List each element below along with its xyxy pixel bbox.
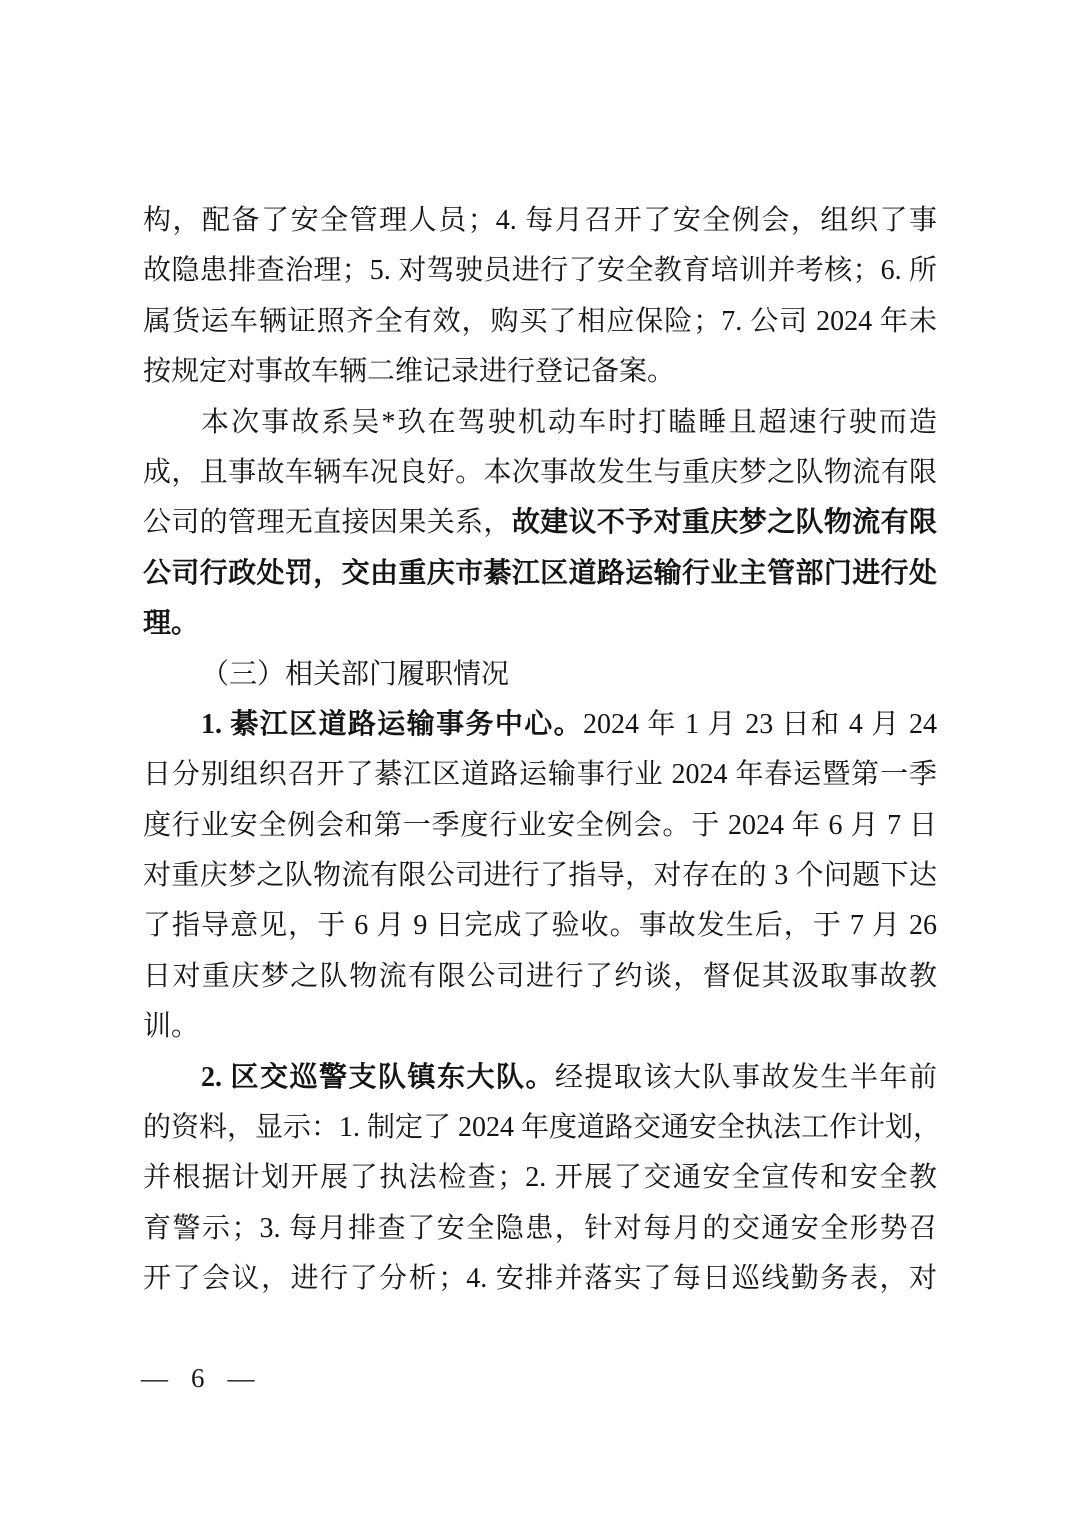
text-segment: 故隐患排查治理；5. 对驾驶员进行了安全教育培训并考核；6. 所 <box>143 255 937 287</box>
text-line <box>143 1254 937 1304</box>
bold-text-segment: 故建议不予对重庆梦之队物流有限 <box>511 507 937 539</box>
text-segment: 育警示；3. 每月排查了安全隐患，针对每月的交通安全形势召 <box>143 1212 937 1244</box>
text-segment: 属货运车辆证照齐全有效，购买了相应保险；7. 公司 2024 年未 <box>143 305 937 337</box>
text-line <box>143 1153 937 1203</box>
text-line <box>143 952 937 1002</box>
text-segment: 训。 <box>143 1011 200 1043</box>
text-segment: 对重庆梦之队物流有限公司进行了指导，对存在的 3 个问题下达 <box>143 860 937 892</box>
text-segment: 构，配备了安全管理人员；4. 每月召开了安全例会，组织了事 <box>143 205 937 236</box>
page-number: 6 <box>191 1363 205 1393</box>
text-line <box>143 650 937 700</box>
text-segment: 日对重庆梦之队物流有限公司进行了约谈，督促其汲取事故教 <box>143 960 937 992</box>
footer-dash-left: — <box>141 1363 168 1393</box>
text-line <box>143 246 937 296</box>
bold-text-segment: 2. 区交巡警支队镇东大队。 <box>201 1061 555 1093</box>
text-segment: 本次事故系吴*玖在驾驶机动车时打瞌睡且超速行驶而造 <box>201 406 937 438</box>
text-segment: 经提取该大队事故发生半年前 <box>555 1061 937 1093</box>
text-segment: 的资料，显示：1. 制定了 2024 年度道路交通安全执法工作计划， <box>143 1112 942 1144</box>
text-line <box>143 1103 942 1153</box>
bold-text-segment: 理。 <box>143 608 200 640</box>
text-line <box>143 498 937 548</box>
text-line <box>143 599 937 649</box>
text-segment: 公司的管理无直接因果关系， <box>143 507 512 539</box>
text-segment: 了指导意见，于 6 月 9 日完成了验收。事故发生后，于 7 月 26 <box>143 910 937 942</box>
bold-text-segment: 公司行政处罚，交由重庆市綦江区道路运输行业主管部门进行处 <box>143 557 937 589</box>
text-line <box>143 398 937 448</box>
text-line <box>143 851 937 901</box>
text-line <box>143 700 937 750</box>
page-footer <box>141 1363 255 1394</box>
text-segment: （三）相关部门履职情况 <box>201 658 510 690</box>
text-line <box>143 1204 937 1254</box>
text-segment: 日分别组织召开了綦江区道路运输事行业 2024 年春运暨第一季 <box>143 759 937 791</box>
text-segment: 开了会议，进行了分析；4. 安排并落实了每日巡线勤务表，对 <box>143 1263 937 1295</box>
text-line <box>143 1002 937 1052</box>
text-line <box>143 750 937 800</box>
bold-text-segment: 1. 綦江区道路运输事务中心。 <box>201 708 583 740</box>
text-segment: 并根据计划开展了执法检查；2. 开展了交通安全宣传和安全教 <box>143 1162 937 1194</box>
text-line <box>143 901 937 951</box>
text-segment: 度行业安全例会和第一季度行业安全例会。于 2024 年 6 月 7 日 <box>143 809 937 841</box>
text-segment: 按规定对事故车辆二维记录进行登记备案。 <box>143 356 676 388</box>
text-line <box>143 297 937 347</box>
text-line <box>143 448 937 498</box>
document-body <box>143 196 942 1305</box>
text-segment: 2024 年 1 月 23 日和 4 月 24 <box>583 708 937 740</box>
text-line <box>143 549 937 599</box>
text-line <box>143 347 937 397</box>
text-segment: 成，且事故车辆车况良好。本次事故发生与重庆梦之队物流有限 <box>143 456 937 488</box>
text-line <box>143 1053 937 1103</box>
text-line <box>143 801 937 851</box>
footer-dash-right: — <box>227 1363 255 1393</box>
text-line <box>143 196 937 246</box>
